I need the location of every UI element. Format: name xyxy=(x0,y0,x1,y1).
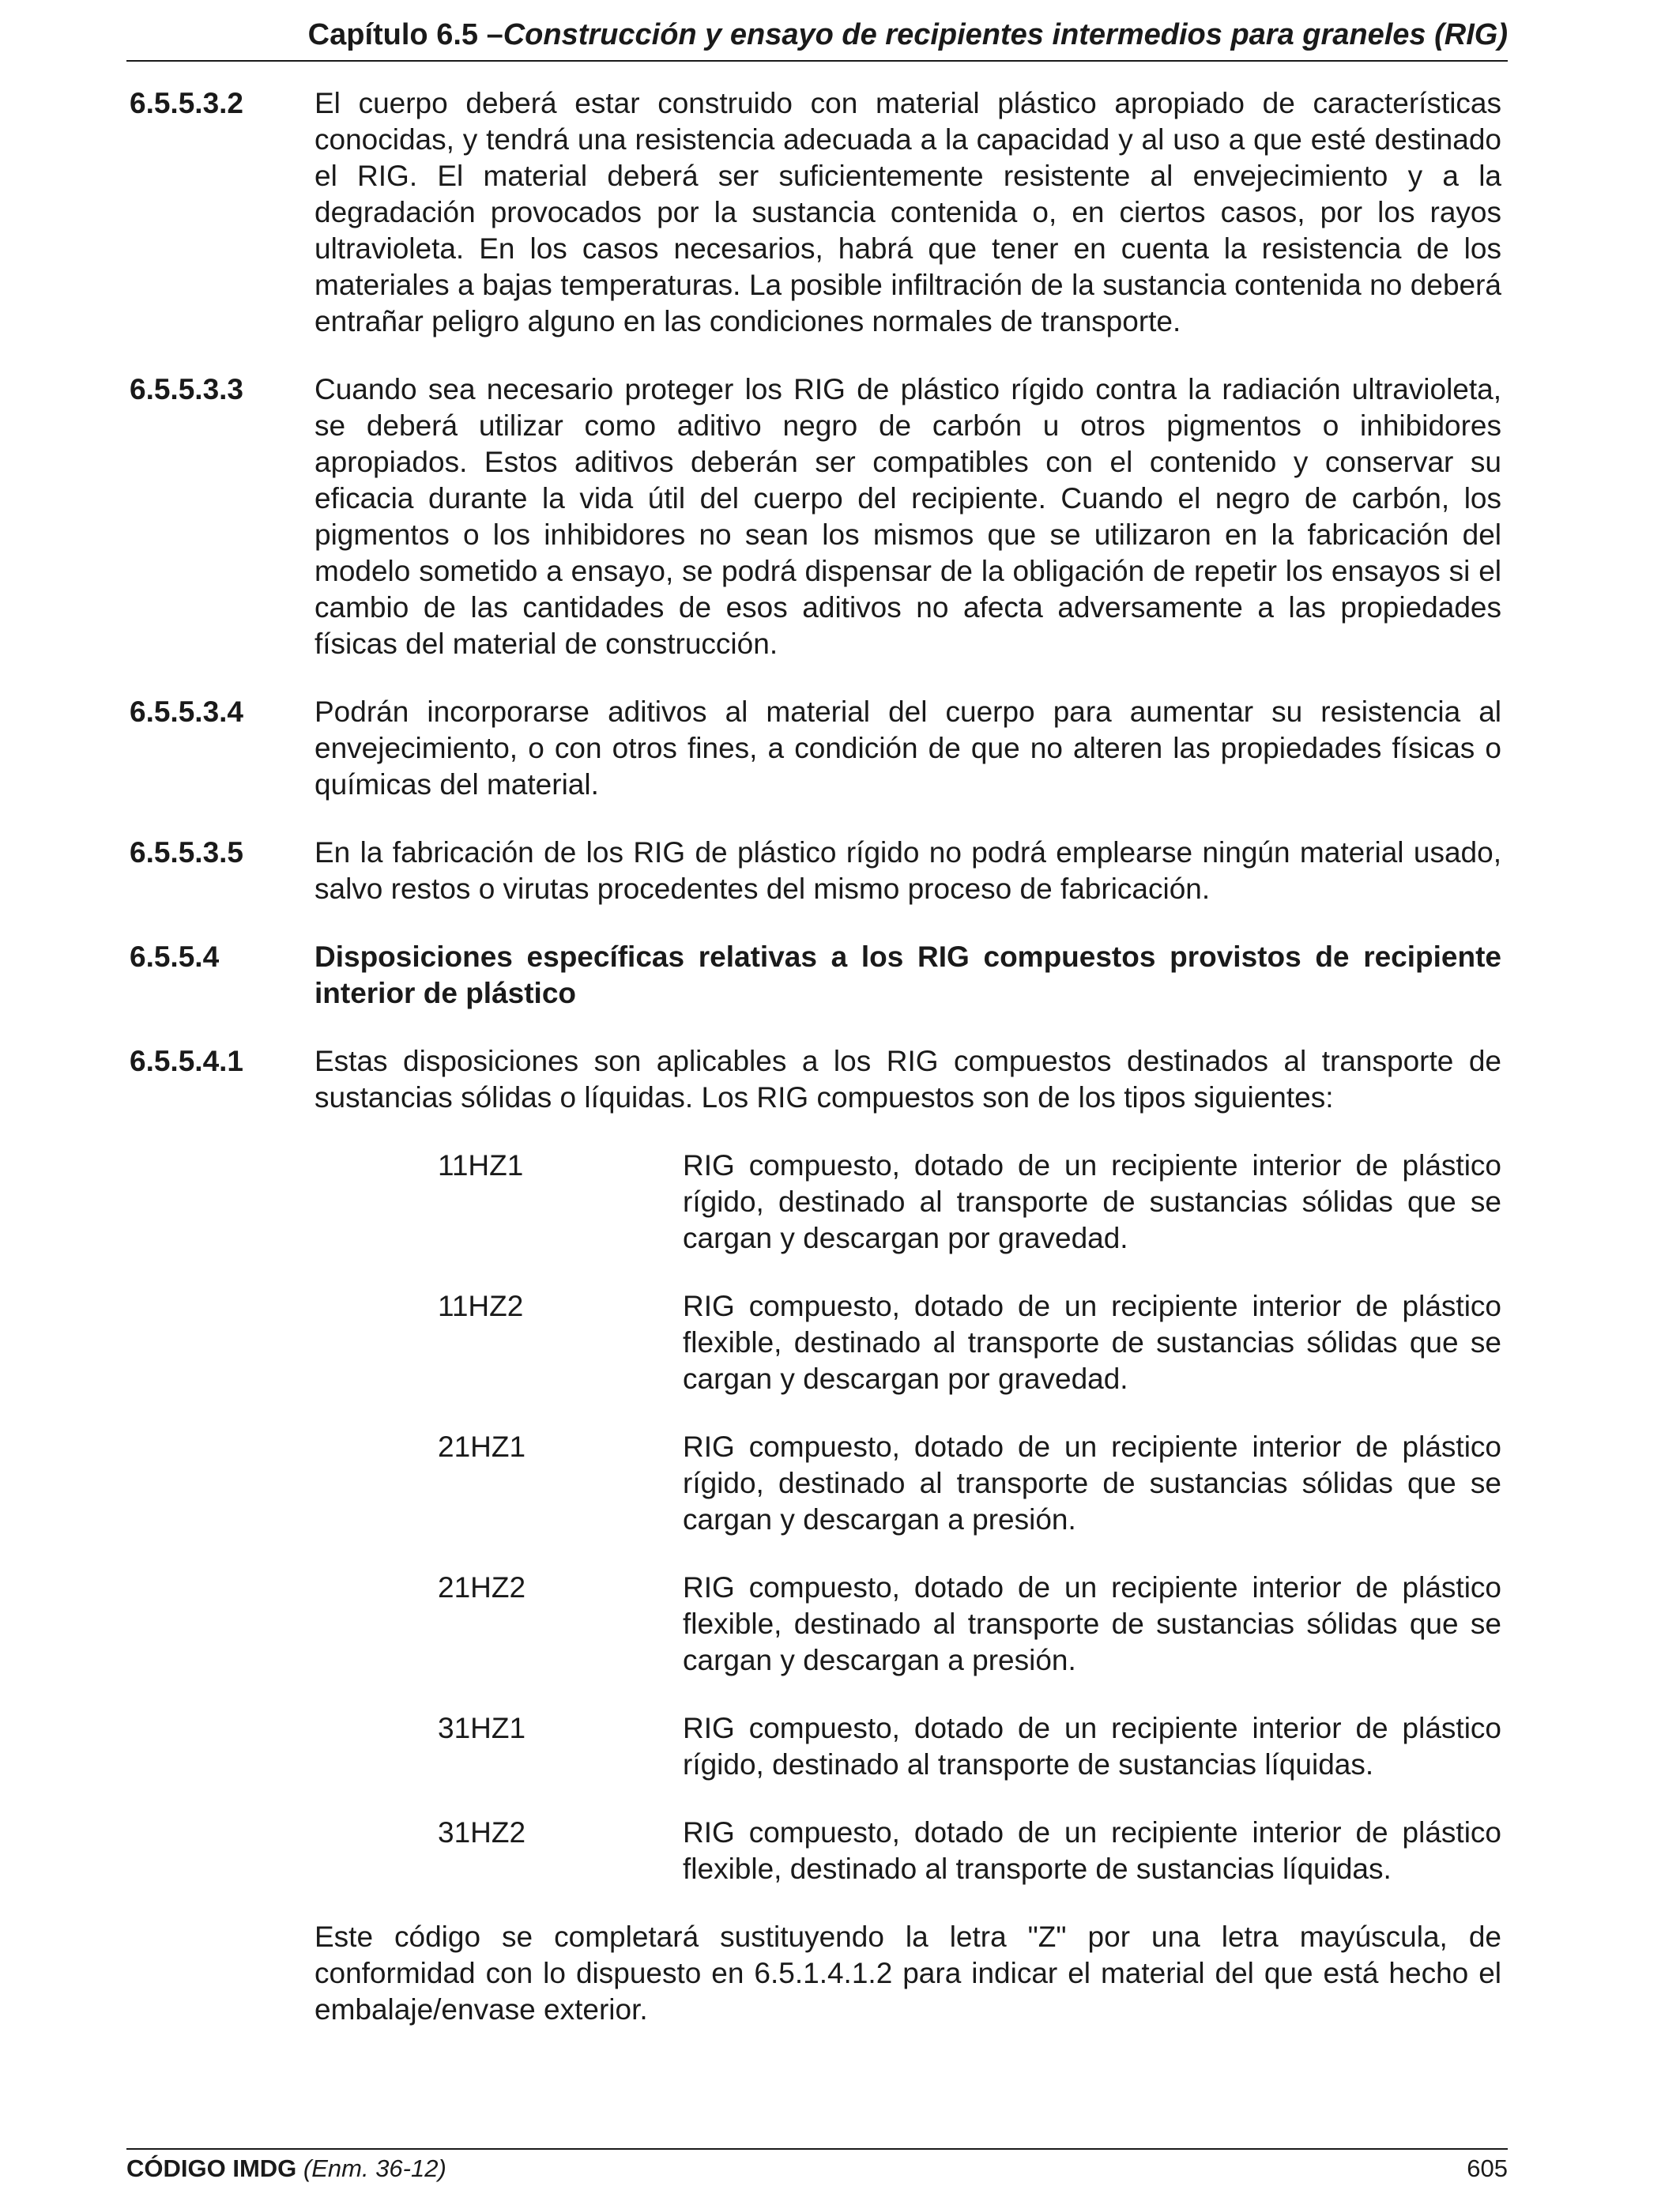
rig-type-code: 21HZ1 xyxy=(438,1431,526,1463)
rig-type-code: 11HZ1 xyxy=(438,1149,524,1182)
chapter-title: Construcción y ensayo de recipientes intermedios para graneles (RIG) xyxy=(503,18,1508,51)
rig-type-item xyxy=(438,1710,1501,1783)
rig-type-description: RIG compuesto, dotado de un recipiente interior de plástico rígido, destinado al transporte de sustancias sólidas que se cargan y descargan a presión. xyxy=(683,1431,1501,1536)
page-number: 605 xyxy=(1467,2154,1508,2182)
edition-label: (Enm. 36-12) xyxy=(303,2154,446,2182)
rig-type-code: 11HZ2 xyxy=(438,1290,524,1322)
page-header xyxy=(126,13,1508,62)
page-footer xyxy=(126,2148,1508,2185)
paragraph-6-5-5-3-3 xyxy=(130,371,1501,662)
paragraph-6-5-5-3-2 xyxy=(130,85,1501,340)
paragraph-number: 6.5.5.3.3 xyxy=(130,373,244,405)
rig-type-item xyxy=(438,1288,1501,1397)
rig-type-description: RIG compuesto, dotado de un recipiente interior de plástico rígido, destinado al transporte de sustancias líquidas. xyxy=(683,1712,1501,1781)
rig-type-list xyxy=(438,1148,1501,1887)
chapter-number: Capítulo 6.5 – xyxy=(307,18,503,51)
paragraph-text: Cuando sea necesario proteger los RIG de plástico rígido contra la radiación ultravioleta, se deberá utilizar como aditivo negro de carbón u otros pigmentos o inhibidores apropiados. Estos aditivos deberán ser compatibles con el contenido y conservar su eficacia durante la vida útil del cuerpo del recipiente. Cuando el negro de carbón, los pigmentos o los inhibidores no sean los mismos que se utilizaron en la fabricación del modelo sometido a ensayo, se podrá dispensar de la obligación de repetir los ensayos si el cambio de las cantidades de esos aditivos no afecta adversamente a las propiedades físicas del material de construcción. xyxy=(315,373,1501,660)
paragraph-6-5-5-3-5 xyxy=(130,835,1501,907)
paragraph-text: En la fabricación de los RIG de plástico rígido no podrá emplearse ningún material usado, salvo restos o virutas procedentes del mismo proceso de fabricación. xyxy=(315,836,1501,905)
rig-type-code: 31HZ1 xyxy=(438,1712,526,1744)
rig-type-item xyxy=(438,1429,1501,1538)
rig-type-code: 21HZ2 xyxy=(438,1571,526,1604)
paragraph-6-5-5-4-1 xyxy=(130,1043,1501,1116)
rig-type-item xyxy=(438,1148,1501,1257)
rig-type-description: RIG compuesto, dotado de un recipiente interior de plástico rígido, destinado al transporte de sustancias sólidas que se cargan y descargan por gravedad. xyxy=(683,1149,1501,1254)
rig-type-description: RIG compuesto, dotado de un recipiente interior de plástico flexible, destinado al transporte de sustancias sólidas que se cargan y descargan a presión. xyxy=(683,1571,1501,1676)
paragraph-text: El cuerpo deberá estar construido con material plástico apropiado de características conocidas, y tendrá una resistencia adecuada a la capacidad y al uso a que esté destinado el RIG. El material deberá ser suficientemente resistente al envejecimiento y a la degradación provocados por la sustancia contenida o, en ciertos casos, por los rayos ultravioleta. En los casos necesarios, habrá que tener en cuenta la resistencia de los materiales a bajas temperaturas. La posible infiltración de la sustancia contenida no deberá entrañar peligro alguno en las condiciones normales de transporte. xyxy=(315,87,1501,337)
paragraph-text: Estas disposiciones son aplicables a los RIG compuestos destinados al transporte de sustancias sólidas o líquidas. Los RIG compuestos son de los tipos siguientes: xyxy=(315,1045,1501,1114)
page-content xyxy=(130,85,1501,2028)
section-heading-6-5-5-4 xyxy=(130,939,1501,1012)
paragraph-number: 6.5.5.3.5 xyxy=(130,836,244,869)
publication-name: CÓDIGO IMDG xyxy=(126,2154,297,2182)
paragraph-number: 6.5.5.3.4 xyxy=(130,696,244,728)
footer-left xyxy=(126,2153,446,2185)
rig-type-description: RIG compuesto, dotado de un recipiente interior de plástico flexible, destinado al transporte de sustancias sólidas que se cargan y descargan por gravedad. xyxy=(683,1290,1501,1395)
section-title: Disposiciones específicas relativas a los RIG compuestos provistos de recipiente interior de plástico xyxy=(315,941,1501,1009)
rig-type-item xyxy=(438,1815,1501,1887)
paragraph-number: 6.5.5.4.1 xyxy=(130,1045,244,1077)
rig-type-description: RIG compuesto, dotado de un recipiente interior de plástico flexible, destinado al transporte de sustancias líquidas. xyxy=(683,1816,1501,1885)
paragraph-number: 6.5.5.3.2 xyxy=(130,87,244,119)
rig-type-item xyxy=(438,1570,1501,1679)
paragraph-text: Podrán incorporarse aditivos al material del cuerpo para aumentar su resistencia al envejecimiento, o con otros fines, a condición de que no alteren las propiedades físicas o químicas del material. xyxy=(315,696,1501,801)
paragraph-6-5-5-3-4 xyxy=(130,694,1501,803)
closing-paragraph: Este código se completará sustituyendo la letra "Z" por una letra mayúscula, de conformidad con lo dispuesto en 6.5.1.4.1.2 para indicar el material del que está hecho el embalaje/envase exterior. xyxy=(315,1921,1501,2026)
rig-type-code: 31HZ2 xyxy=(438,1816,526,1849)
section-number: 6.5.5.4 xyxy=(130,941,220,973)
